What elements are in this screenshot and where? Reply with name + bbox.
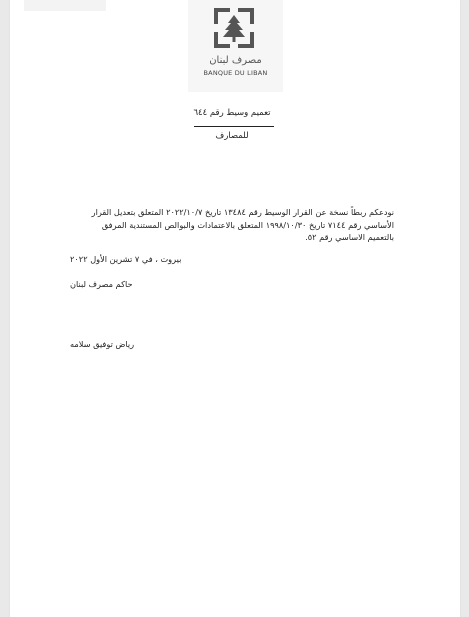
date-place-line: بيروت ، في ٧ تشرين الأول ٢٠٢٢ [70,254,182,264]
page-corner-tab [24,0,106,11]
title-underline [194,126,274,127]
body-paragraph: نودعكم ربطاً نسخة عن القرار الوسيط رقم ١٣٤٨٤ تاريخ ٢٠٢٢/١٠/٧ المتعلق بتعديل القرار الأساسي رقم ٧١٤٤ تاريخ ١٩٩٨/١٠/٣٠ المتعلق بالاعتمادات والبوالص المستندية المرفق بالتعميم الاساسي رقم ٥٢. [91,207,394,242]
cedar-emblem-icon [210,4,258,52]
circular-title: تعميم وسيط رقم ٦٤٤ [193,108,271,118]
signatory-name: رياض توفيق سلامه [70,339,135,349]
logo-arabic-name: مصرف لبنان [209,55,262,66]
document-page [10,0,460,617]
logo-french-name: BANQUE DU LIBAN [203,69,268,77]
signatory-role: حاكم مصرف لبنان [70,279,133,289]
bank-logo [188,0,283,92]
circular-addressee: للمصارف [215,131,249,141]
